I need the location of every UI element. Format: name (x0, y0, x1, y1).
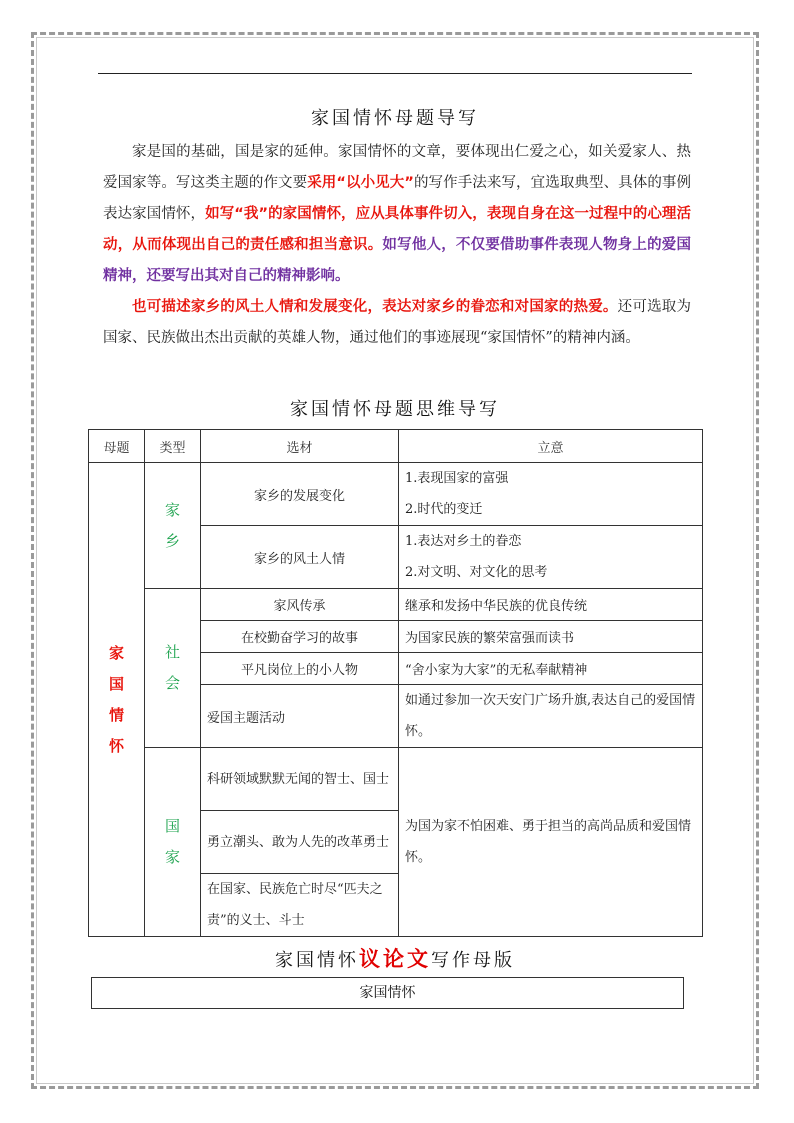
table-row (89, 463, 703, 526)
table-header-row (89, 430, 703, 463)
type-label: 国家 (164, 817, 180, 866)
material-cell: 科研领域默默无闻的智士、国士 (201, 748, 399, 811)
template-title-highlight: 议论文 (359, 946, 431, 971)
header-rule (98, 73, 692, 74)
material-cell: 家乡的发展变化 (201, 463, 399, 526)
meaning-cell: 为国家民族的繁荣富强而读书 (399, 621, 703, 653)
table-header-cell: 母题 (89, 430, 145, 463)
table-row (89, 748, 703, 811)
meaning-line: 2.时代的变迁 (405, 502, 483, 517)
material-cell: 平凡岗位上的小人物 (201, 653, 399, 685)
template-title (98, 943, 692, 973)
intro-text: 家是国的基础，国是家的延伸。家国情怀的文章，要体现出仁爱之心，如关爱家人、热爱国家等。写这类主题的作文要 (103, 144, 691, 191)
theme-label: 家国情怀 (108, 643, 124, 755)
intro-text: 的写作手法来写，宜选取典型、具体的事例表达家国情怀， (103, 175, 692, 222)
intro-emphasis-purple: 如写他人，不仅要借助事件表现人物身上的爱国精神，还要写出其对自己的精神影响。 (103, 237, 692, 284)
table-header-cell: 立意 (399, 430, 703, 463)
material-cell: 家乡的风土人情 (201, 526, 399, 589)
intro-emphasis: 采用“以小见大” (307, 175, 414, 191)
type-label: 社会 (164, 643, 180, 692)
mind-map-title: 家国情怀母题思维导写 (290, 399, 500, 420)
table-row (89, 589, 703, 621)
intro-paragraph-2 (103, 292, 691, 354)
template-title-text: 家国情怀 (275, 950, 359, 971)
intro-emphasis: 也可描述家乡的风土人情和发展变化，表达对家乡的眷恋和对国家的热爱。 (132, 299, 618, 315)
type-cell (145, 463, 201, 589)
theme-cell (89, 463, 145, 937)
meaning-cell: “舍小家为大家”的无私奉献精神 (399, 653, 703, 685)
type-label: 家乡 (164, 500, 180, 550)
template-box: 家国情怀 (91, 977, 684, 1009)
table-header-cell: 选材 (201, 430, 399, 463)
material-cell: 爱国主题活动 (201, 685, 399, 748)
intro-text: 还可选取为国家、民族做出杰出贡献的英雄人物，通过他们的事迹展现“家国情怀”的精神内涵。 (103, 299, 692, 346)
meaning-cell: 继承和发扬中华民族的优良传统 (399, 589, 703, 621)
meaning-cell (399, 463, 703, 526)
intro-paragraph-1 (103, 137, 691, 292)
type-cell (145, 589, 201, 748)
meaning-cell (399, 526, 703, 589)
intro-emphasis: 如写“我”的家国情怀，应从具体事件切入，表现自身在这一过程中的心理活动，从而体现出自己的责任感和担当意识。 (103, 206, 692, 253)
mind-map-table (88, 429, 703, 937)
material-cell: 家风传承 (201, 589, 399, 621)
meaning-line: 1.表现国家的富强 (405, 471, 509, 486)
meaning-cell: 为国为家不怕困难、勇于担当的高尚品质和爱国情怀。 (399, 748, 703, 937)
meaning-line: 2.对文明、对文化的思考 (405, 565, 548, 580)
material-cell: 在校勤奋学习的故事 (201, 621, 399, 653)
main-title: 家国情怀母题导写 (311, 108, 479, 129)
table-header-cell: 类型 (145, 430, 201, 463)
meaning-cell: 如通过参加一次天安门广场升旗,表达自己的爱国情怀。 (399, 685, 703, 748)
template-title-text: 写作母版 (431, 950, 515, 971)
meaning-line: 1.表达对乡土的眷恋 (405, 534, 522, 549)
material-cell: 勇立潮头、敢为人先的改革勇士 (201, 811, 399, 874)
material-cell: 在国家、民族危亡时尽“匹夫之责”的义士、斗士 (201, 874, 399, 937)
type-cell (145, 748, 201, 937)
